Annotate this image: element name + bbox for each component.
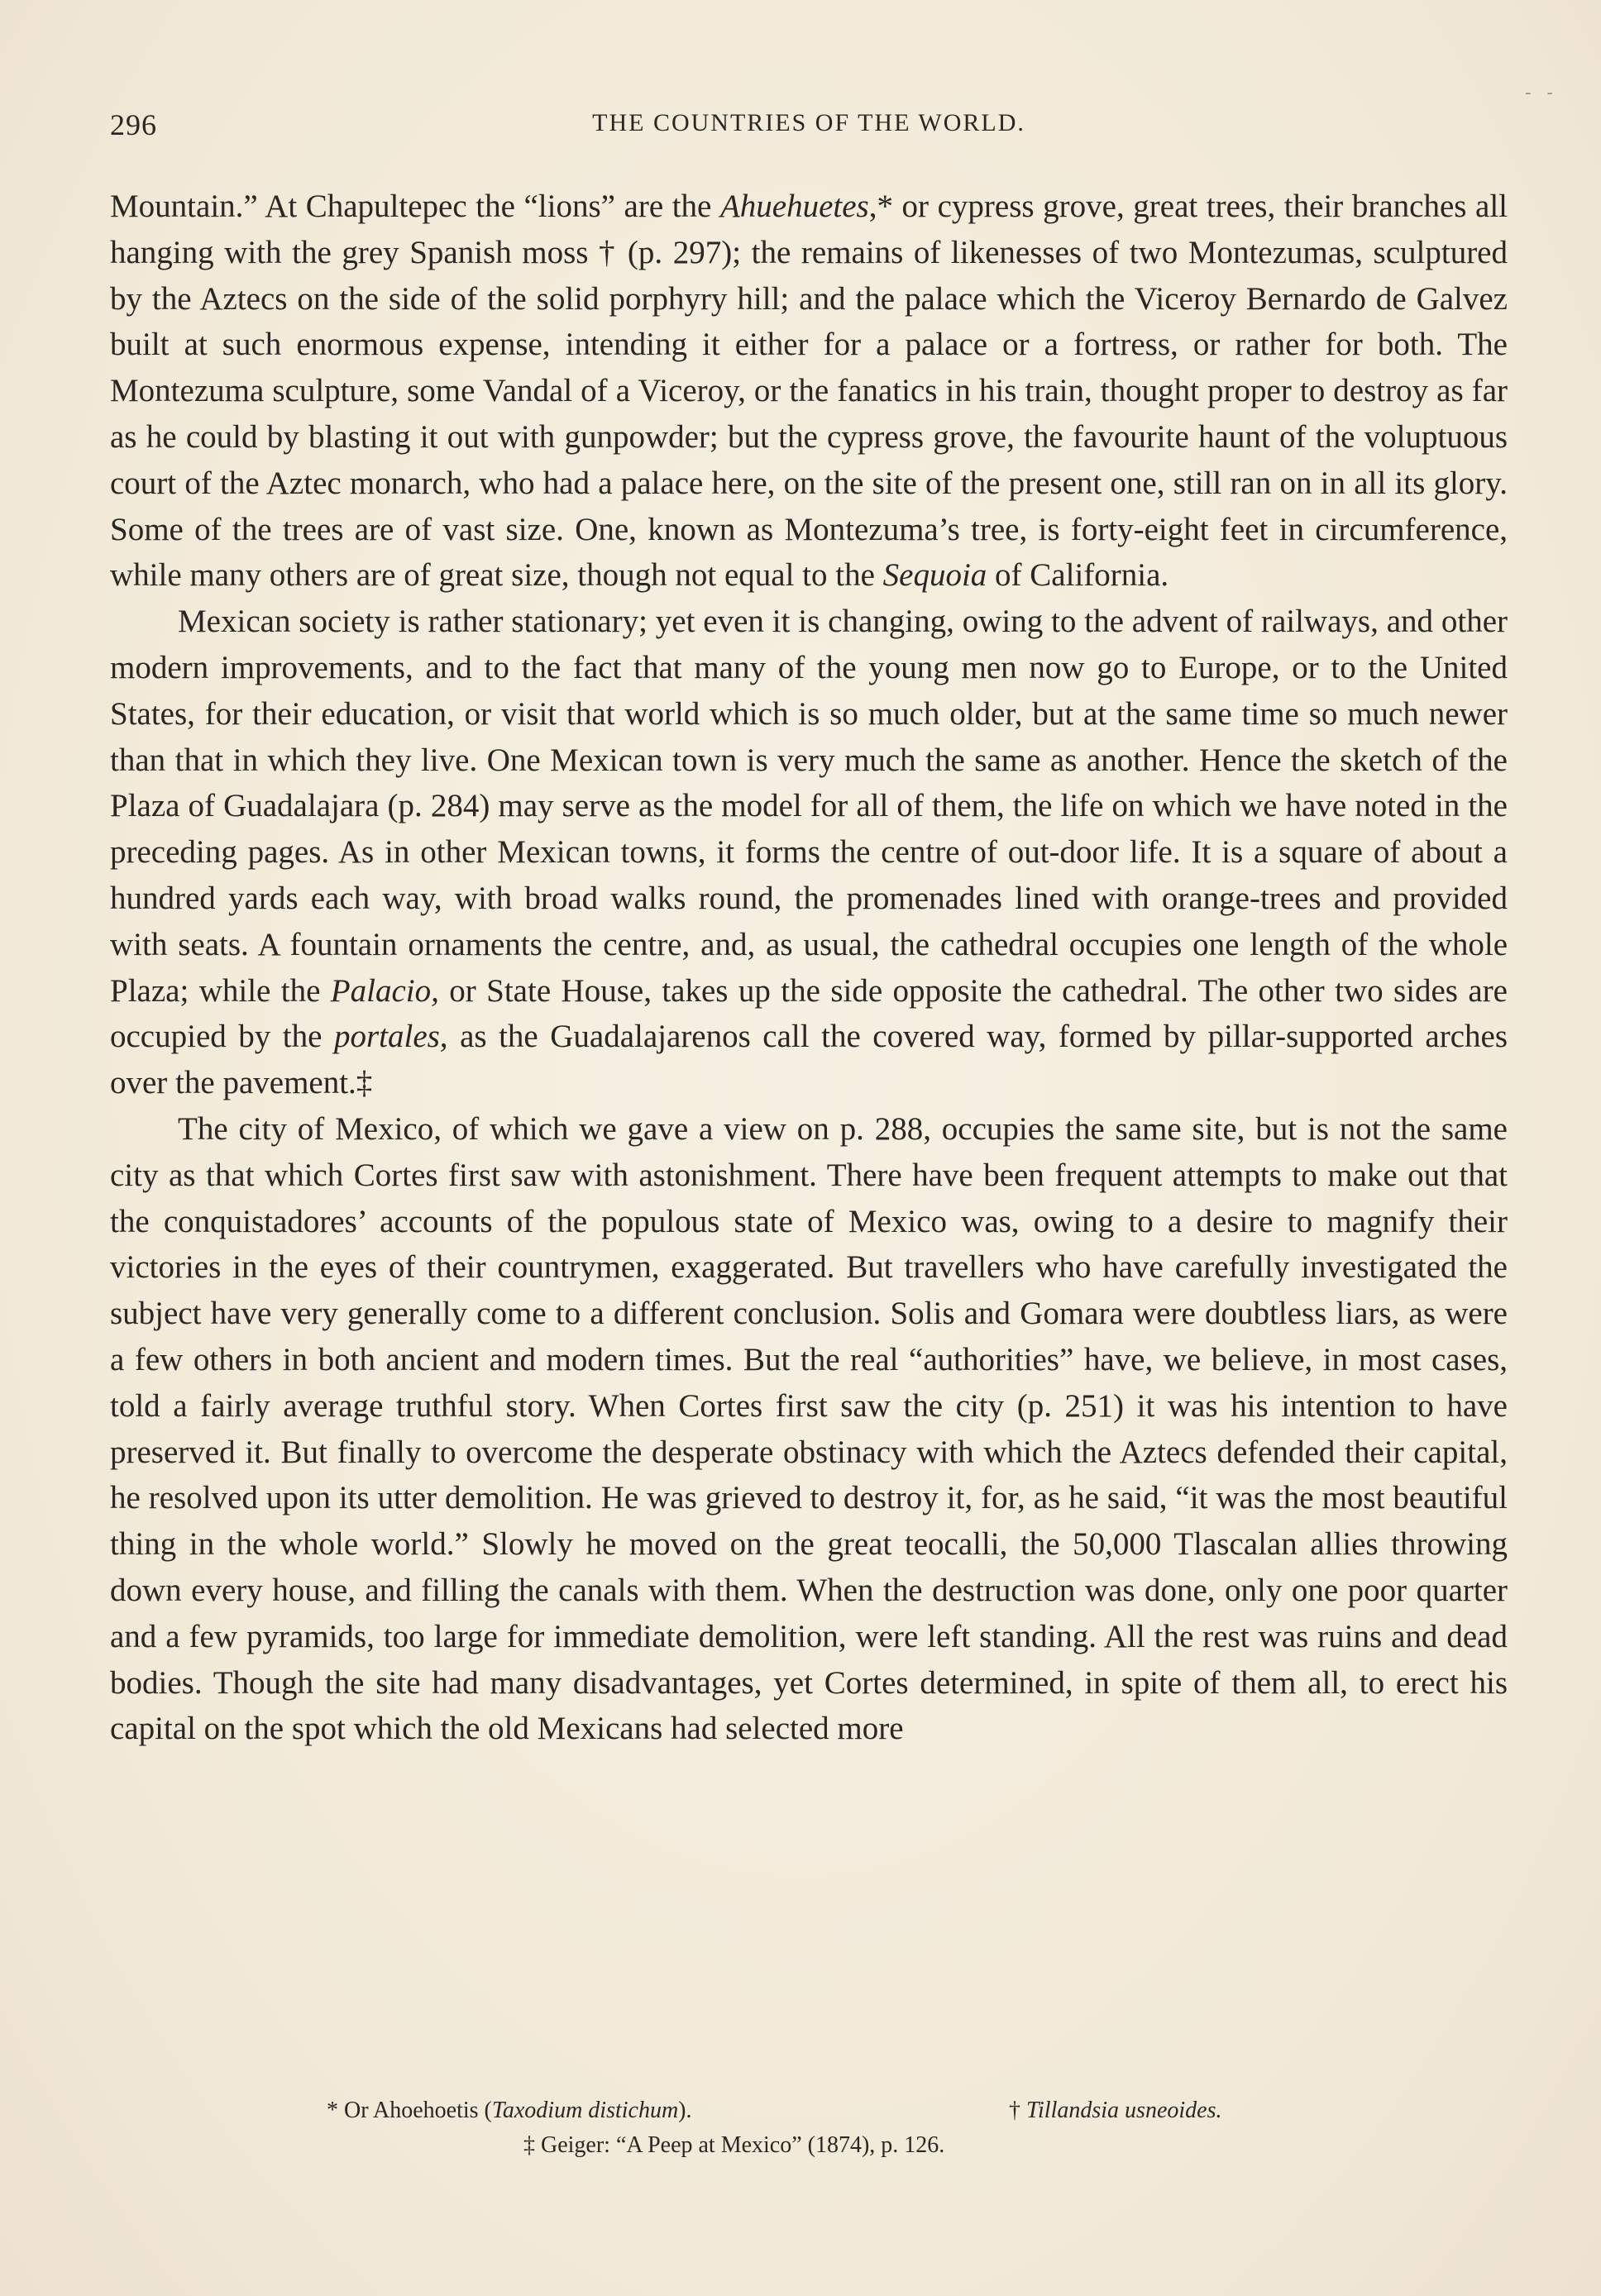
footnote-row: [110, 2128, 1508, 2163]
text-run: Mexican society is rather stationary; yet even it is changing, owing to the advent of railways, and other modern improvements, and to the fact that many of the young men now go to Europe, or to the United States, for their education, or visit that world which is so much older, but at the same time so much newer than that in which they live. One Mexican town is very much the same as another. Hence the sketch of the Plaza of Guadalajara (p. 284) may serve as the model for all of them, the life on which we have noted in the preceding pages. As in other Mexican towns, it forms the centre of out-door life. It is a square of about a hundred yards each way, with broad walks round, the promenades lined with orange-trees and provided with seats. A fountain ornaments the centre, and, as usual, the cathedral occupies one length of the whole Plaza; while the: [110, 604, 1508, 1009]
running-title: THE COUNTRIES OF THE WORLD.: [592, 109, 1025, 136]
page-header: [110, 107, 1508, 149]
footnote-geiger: ‡ Geiger: “A Peep at Mexico” (1874), p. 126.: [523, 2132, 945, 2158]
footnote-ahoehoetis: * Or Ahoehoetis (Taxodium distichum).: [327, 2098, 692, 2123]
text-run: of California.: [987, 557, 1169, 594]
italic-run: Ahuehuetes: [719, 189, 869, 224]
text-run: as the Guadalajarenos call the covered way, formed by pillar-supported arches over the pavement.‡: [110, 1019, 1508, 1101]
text-run: The city of Mexico, of which we gave a view on p. 288, occupies the same site, but is not the same city as that which Cortes first saw with astonishment. There have been frequent attempts to make out that the conquistadores’ accounts of the populous state of Mexico was, owing to a desire to magnify their victories in the eyes of their countrymen, exaggerated. But travellers who have carefully investigated the subject have very generally come to a different conclusion. Solis and Gomara were doubtless liars, as were a few others in both ancient and modern times. But the real “authorities” have, we believe, in most cases, told a fairly average truthful story. When Cortes first saw the city (p. 251) it was his intention to have preserved it. But finally to overcome the desperate obstinacy with which the Aztecs defended their capital, he resolved upon its utter demolition. He was grieved to destroy it, for, as he said, “it was the most beautiful thing in the whole world.” Slowly he moved on the great teocalli, the 50,000 Tlascalan allies throwing down every house, and filling the canals with them. When the destruction was done, only one poor quarter and a few pyramids, too large for immediate demolition, were left standing. All the rest was ruins and dead bodies. Though the site had many disadvantages, yet Cortes determined, in spite of them all, to erect his capital on the spot which the old Mexicans had selected more: [110, 1110, 1508, 1747]
page-edge-mark: - -: [1525, 83, 1558, 103]
footnotes: [110, 2093, 1508, 2163]
body-text: [110, 184, 1508, 1752]
italic-run: Palacio,: [330, 972, 439, 1009]
text-run: ,* or cypress grove, great trees, their branches all hanging with the grey Spanish moss † (p. 297); the remains of likenesses of two Montezumas, sculptured by the Aztecs on the side of the solid porphyry hill; and the palace which the Viceroy Bernardo de Galvez built at such enormous expense, intending it either for a palace or a fortress, or rather for both. The Montezuma sculpture, some Vandal of a Viceroy, or the fanatics in his train, thought proper to destroy as far as he could by blasting it out with gunpowder; but the cypress grove, the favourite haunt of the voluptuous court of the Aztec monarch, who had a palace here, on the site of the present one, still ran on in all its glory. Some of the trees are of vast size. One, known as Montezuma’s tree, is forty-eight feet in circumference, while many others are of great size, though not equal to the: [110, 189, 1508, 594]
paragraph: [110, 599, 1508, 1106]
page-number: 296: [110, 108, 157, 141]
paragraph: [110, 184, 1508, 599]
footnote-row: [110, 2093, 1508, 2128]
italic-run: portales,: [333, 1019, 448, 1055]
footnote-tillandsia: † Tillandsia usneoides.: [1009, 2098, 1222, 2123]
paragraph: [110, 1106, 1508, 1752]
text-run: or State House, takes up the side opposite the cathedral. The other two sides are occupied by the: [110, 972, 1508, 1055]
text-run: Mountain.” At Chapultepec the “lions” are the: [110, 189, 720, 224]
italic-run: Sequoia: [882, 557, 987, 594]
